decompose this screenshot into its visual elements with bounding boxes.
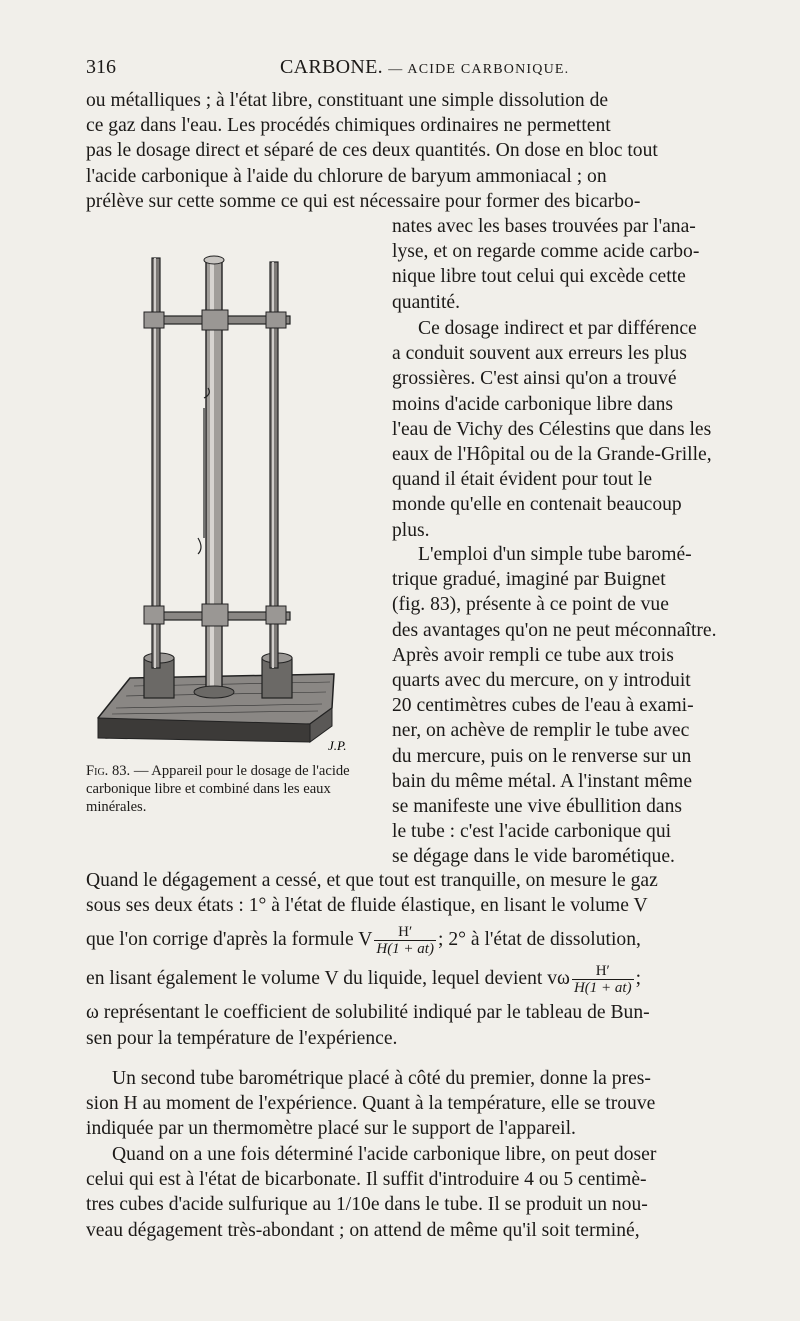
fraction-numerator: H′ — [572, 963, 634, 980]
figure-caption — [86, 762, 378, 816]
running-header — [86, 56, 752, 82]
text-fragment: en lisant également le volume V du liquide, lequel devient vω — [86, 968, 570, 990]
text-line: ner, on achève de remplir le tube avec — [392, 720, 690, 742]
fraction-denominator: H(1 + at) — [573, 980, 632, 997]
caption-text: — Appareil pour le dosage de l'acide carbonique libre et combiné dans les eaux minérales. — [86, 763, 350, 815]
text-line: ω représentant le coefficient de solubilité indiqué par le tableau de Bun- — [86, 1002, 650, 1024]
text-line: ou métalliques ; à l'état libre, constituant une simple dissolution de — [86, 90, 609, 111]
fraction-denominator: H(1 + at) — [376, 941, 434, 958]
bottom-paragraph-2 — [86, 1066, 752, 1142]
text-line: a conduit souvent aux erreurs les plus — [392, 343, 687, 365]
text-line: se manifeste une vive ébullition dans — [392, 796, 683, 818]
text-line: plus. — [392, 519, 430, 541]
text-line: ce gaz dans l'eau. Les procédés chimiques ordinaires ne permettent — [86, 115, 611, 137]
text-line: Quand le dégagement a cessé, et que tout est tranquille, on mesure le gaz — [86, 870, 658, 891]
formula-line-1 — [86, 924, 752, 957]
text-line: Un second tube barométrique placé à côté du premier, donne la pres- — [112, 1068, 651, 1089]
text-line: Après avoir rempli ce tube aux trois — [392, 644, 674, 666]
header-title-main: CARBONE. — [280, 56, 383, 78]
text-line: prélève sur cette somme ce qui est nécessaire pour former des bicarbo- — [86, 190, 641, 212]
apparatus-illustration — [86, 238, 388, 758]
engraver-signature: J.P. — [328, 738, 347, 753]
top-paragraph — [86, 88, 752, 214]
text-line: nique libre tout celui qui excède cette — [392, 266, 686, 288]
text-line: sen pour la température de l'expérience. — [86, 1027, 398, 1049]
text-line: trique gradué, imaginé par Buignet — [392, 569, 666, 591]
figure-83 — [86, 238, 388, 838]
text-line: (fig. 83), présente à ce point de vue — [392, 594, 669, 616]
text-line: eaux de l'Hôpital ou de la Grande-Grille, — [392, 444, 712, 466]
text-line: Ce dosage indirect et par différence — [418, 318, 697, 339]
text-line: du mercure, puis on le renverse sur un — [392, 745, 692, 767]
text-line: sous ses deux états : 1° à l'état de fluide élastique, en lisant le volume V — [86, 895, 648, 917]
text-line: l'acide carbonique à l'aide du chlorure de baryum ammoniacal ; on — [86, 165, 607, 187]
text-fragment: que l'on corrige d'après la formule V — [86, 929, 373, 951]
header-title — [280, 56, 569, 79]
text-line: tres cubes d'acide sulfurique au 1/10e dans le tube. Il se produit un nou- — [86, 1194, 648, 1216]
side-paragraph-1 — [392, 214, 752, 315]
fraction-numerator: H′ — [374, 924, 436, 941]
page-number: 316 — [86, 56, 116, 78]
text-line: sion H au moment de l'expérience. Quant à la température, elle se trouve — [86, 1093, 656, 1115]
text-line: L'emploi d'un simple tube baromé- — [418, 544, 692, 565]
text-line: indiquée par un thermomètre placé sur le support de l'appareil. — [86, 1118, 576, 1140]
bottom-paragraph-3 — [86, 1142, 752, 1243]
text-line: Quand on a une fois déterminé l'acide carbonique libre, on peut doser — [112, 1144, 657, 1165]
text-line: nates avec les bases trouvées par l'ana- — [392, 216, 696, 237]
caption-label: Fig. 83. — [86, 763, 131, 779]
bottom-paragraph-1 — [86, 868, 752, 1051]
text-line: celui qui est à l'état de bicarbonate. Il suffit d'introduire 4 ou 5 centimè- — [86, 1169, 647, 1191]
text-fragment: ; — [635, 968, 642, 990]
text-line: veau dégagement très-abondant ; on attend de même qu'il soit terminé, — [86, 1219, 640, 1241]
text-line: le tube : c'est l'acide carbonique qui — [392, 821, 672, 843]
text-line: quantité. — [392, 291, 461, 313]
text-line: moins d'acide carbonique libre dans — [392, 393, 674, 415]
text-line: pas le dosage direct et séparé de ces deux quantités. On dose en bloc tout — [86, 140, 658, 162]
text-line: monde qu'elle en contenait beaucoup — [392, 494, 682, 516]
header-subtitle: — ACIDE CARBONIQUE. — [388, 62, 570, 77]
text-line: 20 centimètres cubes de l'eau à exami- — [392, 695, 694, 717]
text-line: l'eau de Vichy des Célestins que dans les — [392, 418, 712, 440]
text-line: bain du même métal. A l'instant même — [392, 770, 693, 792]
text-line: quarts avec du mercure, on y introduit — [392, 670, 691, 692]
text-line: grossières. C'est ainsi qu'on a trouvé — [392, 368, 677, 390]
side-paragraph-2 — [392, 316, 752, 543]
side-paragraph-3 — [392, 542, 752, 870]
text-fragment: ; 2° à l'état de dissolution, — [437, 929, 641, 951]
text-line: lyse, et on regarde comme acide carbo- — [392, 241, 700, 263]
formula-fraction-2 — [572, 963, 634, 996]
formula-line-2 — [86, 963, 752, 996]
text-line: des avantages qu'on ne peut méconnaître. — [392, 619, 717, 641]
text-line: quand il était évident pour tout le — [392, 469, 653, 491]
formula-fraction-1 — [374, 924, 436, 957]
text-line: se dégage dans le vide barométique. — [392, 846, 675, 868]
